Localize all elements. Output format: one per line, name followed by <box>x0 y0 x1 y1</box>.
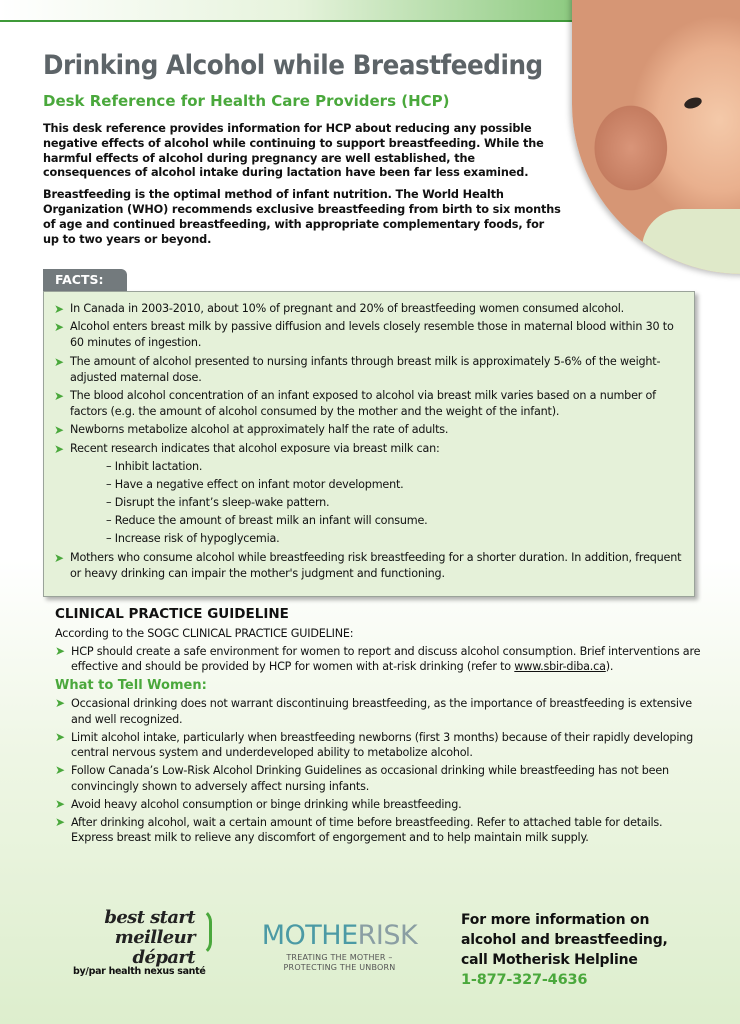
guideline-according: According to the SOGC CLINICAL PRACTICE GUIDELINE: <box>55 626 354 640</box>
intro-paragraph: This desk reference provides information for HCP about reducing any possible negative effects of alcohol while continuing to support breastfeeding. While the harmful effects of alcohol during pregnancy are well established, the consequences of alcohol intake during lactation have been far less examined. <box>43 122 544 180</box>
arrow-right-icon: ➤ <box>54 354 64 369</box>
photo-cloth <box>642 209 740 274</box>
arrow-right-icon: ➤ <box>54 423 64 438</box>
facts-list <box>54 301 686 582</box>
tell-women-heading: What to Tell Women: <box>55 678 207 694</box>
fact-subitem: – Disrupt the infant’s sleep-wake pattern. <box>106 495 330 509</box>
fact-item: ➤ The blood alcohol concentration of an infant exposed to alcohol via breast milk varies based on a number of factors (e.g. the amount of alcohol consumed by the mother and the weight of the infant). <box>54 389 656 419</box>
best-start-line2: meilleur départ <box>114 927 195 968</box>
photo-eye <box>683 95 703 110</box>
helpline-line-2: alcohol and breastfeeding, <box>461 932 668 948</box>
intro-text <box>43 122 563 247</box>
guideline-item: ➤ HCP should create a safe environment for women to report and discuss alcohol consumption. Brief interventions are effective and should be provided by HCP for women with at-risk drinking (refer to www.sbir-diba.ca). <box>55 643 701 674</box>
helpline-phone[interactable]: 1-877-327-4636 <box>461 972 588 988</box>
page-subtitle: Desk Reference for Health Care Providers (HCP) <box>43 92 450 110</box>
fact-item: ➤ The amount of alcohol presented to nursing infants through breast milk is approximately 5-6% of the weight-adjusted maternal dose. <box>54 354 661 384</box>
tell-item: ➤ After drinking alcohol, wait a certain amount of time before breastfeeding. Refer to attached table for details. Express breast milk to relieve any discomfort of engorgement and to help maintain milk supply. <box>55 814 663 845</box>
fact-item: ➤ Recent research indicates that alcohol exposure via breast milk can: – Inhibit lactation. – Have a negative effect on infant motor development. – Disrupt the infant’s sleep-wake pattern. – Reduce the amount of breast milk an infant will consume. – Increase risk of hypoglycemia. <box>54 441 686 548</box>
arrow-right-icon: ➤ <box>54 320 64 335</box>
tell-item: ➤ Limit alcohol intake, particularly when breastfeeding newborns (first 3 months) because of their rapidly developing central nervous system and underdeveloped ability to metabolize alcohol. <box>55 729 694 760</box>
health-nexus-byline: by/par health nexus santé <box>73 966 206 977</box>
best-start-line1: best start <box>104 907 195 928</box>
guideline-list <box>55 644 705 676</box>
fact-item: ➤ Alcohol enters breast milk by passive diffusion and levels closely resemble those in maternal blood within 30 to 60 minutes of ingestion. <box>54 320 674 350</box>
arrow-right-icon: ➤ <box>55 796 65 811</box>
arrow-right-icon: ➤ <box>55 814 65 829</box>
fact-subitem: – Inhibit lactation. <box>106 459 203 473</box>
facts-tab: FACTS: <box>43 269 127 291</box>
facts-box <box>43 291 695 597</box>
helpline-info <box>461 910 711 990</box>
helpline-line-1: For more information on <box>461 912 650 928</box>
clinical-guideline-section <box>55 607 705 848</box>
bracket-icon <box>198 908 212 956</box>
arrow-right-icon: ➤ <box>55 729 65 744</box>
motherisk-tagline-2: PROTECTING THE UNBORN <box>283 963 396 972</box>
helpline-line-3: call Motherisk Helpline <box>461 952 638 968</box>
mother-baby-photo <box>572 0 740 274</box>
fact-item: ➤ Mothers who consume alcohol while breastfeeding risk breastfeeding for a shorter duration. In addition, frequent or heavy drinking can impair the mother's judgment and functioning. <box>54 550 682 581</box>
arrow-right-icon: ➤ <box>54 302 64 316</box>
fact-subitem: – Increase risk of hypoglycemia. <box>106 531 280 545</box>
arrow-right-icon: ➤ <box>54 389 64 404</box>
arrow-right-icon: ➤ <box>55 695 65 710</box>
tell-women-list <box>55 696 705 846</box>
tell-item: ➤ Follow Canada’s Low-Risk Alcohol Drinking Guidelines as occasional drinking while breastfeeding has not been convincingly shown to adversely affect nursing infants. <box>55 763 669 793</box>
fact-subitem: – Have a negative effect on infant motor development. <box>106 477 404 491</box>
best-start-logo <box>70 908 230 988</box>
fact-subitem: – Reduce the amount of breast milk an infant will consume. <box>106 513 428 527</box>
arrow-right-icon: ➤ <box>55 643 65 658</box>
tell-item: ➤ Avoid heavy alcohol consumption or binge drinking while breastfeeding. <box>55 796 462 811</box>
arrow-right-icon: ➤ <box>54 550 64 565</box>
fact-sublist <box>106 458 686 548</box>
arrow-right-icon: ➤ <box>54 441 64 456</box>
sbir-link[interactable]: www.sbir-diba.ca <box>514 660 606 674</box>
arrow-right-icon: ➤ <box>55 763 65 778</box>
tell-item: ➤ Occasional drinking does not warrant discontinuing breastfeeding, as the importance of breastfeeding is extensive and well recognized. <box>55 695 692 726</box>
motherisk-wordmark: MOTHERISK <box>261 920 418 951</box>
intro-paragraph: Breastfeeding is the optimal method of infant nutrition. The World Health Organization (WHO) recommends exclusive breastfeeding from birth to six months of age and continued breastfeeding, with appropriate complementary foods, for up to two years or beyond. <box>43 188 561 246</box>
page-title: Drinking Alcohol while Breastfeeding <box>43 50 543 81</box>
motherisk-logo <box>252 920 427 973</box>
guideline-heading: CLINICAL PRACTICE GUIDELINE <box>55 606 289 622</box>
fact-item: ➤ In Canada in 2003-2010, about 10% of pregnant and 20% of breastfeeding women consumed alcohol. <box>54 302 624 316</box>
motherisk-tagline-1: TREATING THE MOTHER – <box>286 953 393 962</box>
fact-item: ➤ Newborns metabolize alcohol at approximately half the rate of adults. <box>54 423 449 438</box>
